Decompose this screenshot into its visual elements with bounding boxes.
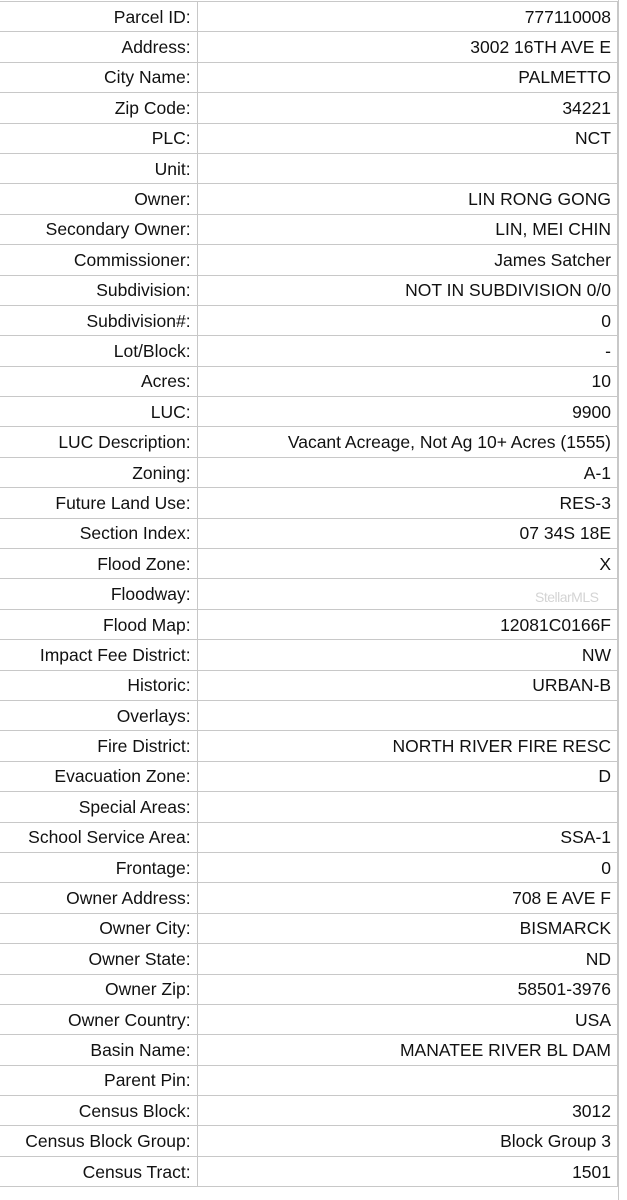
field-value[interactable]: James Satcher bbox=[197, 245, 617, 275]
table-row bbox=[0, 1065, 618, 1095]
field-value[interactable]: 58501-3976 bbox=[197, 974, 617, 1004]
table-row bbox=[0, 214, 618, 244]
table-row bbox=[0, 670, 618, 700]
table-row bbox=[0, 518, 618, 548]
field-value[interactable]: 3012 bbox=[197, 1096, 617, 1126]
table-row bbox=[0, 640, 618, 670]
table-row bbox=[0, 62, 618, 92]
field-value[interactable]: Vacant Acreage, Not Ag 10+ Acres (1555) bbox=[197, 427, 617, 457]
watermark: StellarMLS bbox=[535, 589, 599, 605]
field-label[interactable]: Subdivision: bbox=[0, 275, 197, 305]
field-value[interactable]: 708 E AVE F bbox=[197, 883, 617, 913]
field-label[interactable]: Address: bbox=[0, 32, 197, 62]
field-label[interactable]: Overlays: bbox=[0, 700, 197, 730]
field-value[interactable]: NOT IN SUBDIVISION 0/0 bbox=[197, 275, 617, 305]
field-label[interactable]: Unit: bbox=[0, 153, 197, 183]
field-label[interactable]: Owner State: bbox=[0, 944, 197, 974]
field-label[interactable]: Impact Fee District: bbox=[0, 640, 197, 670]
field-value[interactable]: D bbox=[197, 761, 617, 791]
table-row bbox=[0, 488, 618, 518]
field-label[interactable]: PLC: bbox=[0, 123, 197, 153]
field-value[interactable] bbox=[197, 792, 617, 822]
field-label[interactable]: Owner: bbox=[0, 184, 197, 214]
field-label[interactable]: Subdivision#: bbox=[0, 305, 197, 335]
field-value[interactable]: 34221 bbox=[197, 93, 617, 123]
table-row bbox=[0, 609, 618, 639]
field-label[interactable]: School Service Area: bbox=[0, 822, 197, 852]
table-row bbox=[0, 1096, 618, 1126]
table-row bbox=[0, 184, 618, 214]
table-row bbox=[0, 2, 618, 32]
field-label[interactable]: Commissioner: bbox=[0, 245, 197, 275]
field-value[interactable]: MANATEE RIVER BL DAM bbox=[197, 1035, 617, 1065]
field-value[interactable]: A-1 bbox=[197, 457, 617, 487]
field-label[interactable]: Census Block Group: bbox=[0, 1126, 197, 1156]
table-row bbox=[0, 1035, 618, 1065]
field-value[interactable]: 777110008 bbox=[197, 2, 617, 32]
field-value[interactable]: NW bbox=[197, 640, 617, 670]
field-value[interactable]: 1501 bbox=[197, 1156, 617, 1186]
table-row bbox=[0, 123, 618, 153]
field-label[interactable]: City Name: bbox=[0, 62, 197, 92]
field-label[interactable]: Acres: bbox=[0, 366, 197, 396]
table-row bbox=[0, 974, 618, 1004]
table-row bbox=[0, 549, 618, 579]
field-label[interactable]: Flood Zone: bbox=[0, 549, 197, 579]
field-value[interactable]: 0 bbox=[197, 852, 617, 882]
field-value[interactable]: LIN, MEI CHIN bbox=[197, 214, 617, 244]
field-value[interactable]: URBAN-B bbox=[197, 670, 617, 700]
field-value[interactable]: RES-3 bbox=[197, 488, 617, 518]
table-row bbox=[0, 366, 618, 396]
table-row bbox=[0, 1156, 618, 1186]
field-label[interactable]: Owner Address: bbox=[0, 883, 197, 913]
field-label[interactable]: Owner Zip: bbox=[0, 974, 197, 1004]
table-row bbox=[0, 305, 618, 335]
field-label[interactable]: Section Index: bbox=[0, 518, 197, 548]
table-row bbox=[0, 1004, 618, 1034]
field-value[interactable]: 07 34S 18E bbox=[197, 518, 617, 548]
table-row bbox=[0, 32, 618, 62]
table-row bbox=[0, 852, 618, 882]
table-row bbox=[0, 731, 618, 761]
field-value[interactable]: BISMARCK bbox=[197, 913, 617, 943]
field-value[interactable]: PALMETTO bbox=[197, 62, 617, 92]
field-value[interactable]: LIN RONG GONG bbox=[197, 184, 617, 214]
field-value[interactable]: Block Group 3 bbox=[197, 1126, 617, 1156]
field-value[interactable]: USA bbox=[197, 1004, 617, 1034]
field-value[interactable]: 0 bbox=[197, 305, 617, 335]
table-row bbox=[0, 883, 618, 913]
table-row bbox=[0, 913, 618, 943]
field-label[interactable]: Owner City: bbox=[0, 913, 197, 943]
field-value[interactable]: 12081C0166F bbox=[197, 609, 617, 639]
field-label[interactable]: LUC Description: bbox=[0, 427, 197, 457]
table-row bbox=[0, 579, 618, 609]
field-value[interactable] bbox=[197, 153, 617, 183]
field-value[interactable]: 10 bbox=[197, 366, 617, 396]
table-row bbox=[0, 153, 618, 183]
field-value[interactable]: NORTH RIVER FIRE RESC bbox=[197, 731, 617, 761]
table-row bbox=[0, 700, 618, 730]
table-row bbox=[0, 427, 618, 457]
table-row bbox=[0, 457, 618, 487]
field-label[interactable]: Floodway: bbox=[0, 579, 197, 609]
table-row bbox=[0, 792, 618, 822]
field-label[interactable]: Zip Code: bbox=[0, 93, 197, 123]
field-label[interactable]: Fire District: bbox=[0, 731, 197, 761]
field-label[interactable]: Frontage: bbox=[0, 852, 197, 882]
field-label[interactable]: Evacuation Zone: bbox=[0, 761, 197, 791]
field-label[interactable]: Basin Name: bbox=[0, 1035, 197, 1065]
field-value[interactable] bbox=[197, 1065, 617, 1095]
field-value[interactable]: 3002 16TH AVE E bbox=[197, 32, 617, 62]
field-value[interactable]: X bbox=[197, 549, 617, 579]
table-row bbox=[0, 275, 618, 305]
field-label[interactable]: LUC: bbox=[0, 397, 197, 427]
table-row bbox=[0, 93, 618, 123]
field-label[interactable]: Census Block: bbox=[0, 1096, 197, 1126]
table-row bbox=[0, 822, 618, 852]
field-label[interactable]: Flood Map: bbox=[0, 609, 197, 639]
parcel-table bbox=[0, 1, 618, 1187]
field-value[interactable]: NCT bbox=[197, 123, 617, 153]
field-label[interactable]: Census Tract: bbox=[0, 1156, 197, 1186]
table-row bbox=[0, 944, 618, 974]
field-label[interactable]: Parcel ID: bbox=[0, 2, 197, 32]
table-row bbox=[0, 245, 618, 275]
table-row bbox=[0, 336, 618, 366]
field-value[interactable] bbox=[197, 700, 617, 730]
table-row bbox=[0, 761, 618, 791]
field-label[interactable]: Future Land Use: bbox=[0, 488, 197, 518]
table-row bbox=[0, 397, 618, 427]
field-label[interactable]: Secondary Owner: bbox=[0, 214, 197, 244]
scroll-edge bbox=[618, 0, 627, 1200]
field-label[interactable]: Zoning: bbox=[0, 457, 197, 487]
field-label[interactable]: Parent Pin: bbox=[0, 1065, 197, 1095]
field-label[interactable]: Special Areas: bbox=[0, 792, 197, 822]
field-label[interactable]: Historic: bbox=[0, 670, 197, 700]
field-value[interactable]: ND bbox=[197, 944, 617, 974]
table-row bbox=[0, 1126, 618, 1156]
field-value[interactable]: 9900 bbox=[197, 397, 617, 427]
field-value[interactable]: SSA-1 bbox=[197, 822, 617, 852]
field-value[interactable]: - bbox=[197, 336, 617, 366]
field-label[interactable]: Lot/Block: bbox=[0, 336, 197, 366]
field-label[interactable]: Owner Country: bbox=[0, 1004, 197, 1034]
